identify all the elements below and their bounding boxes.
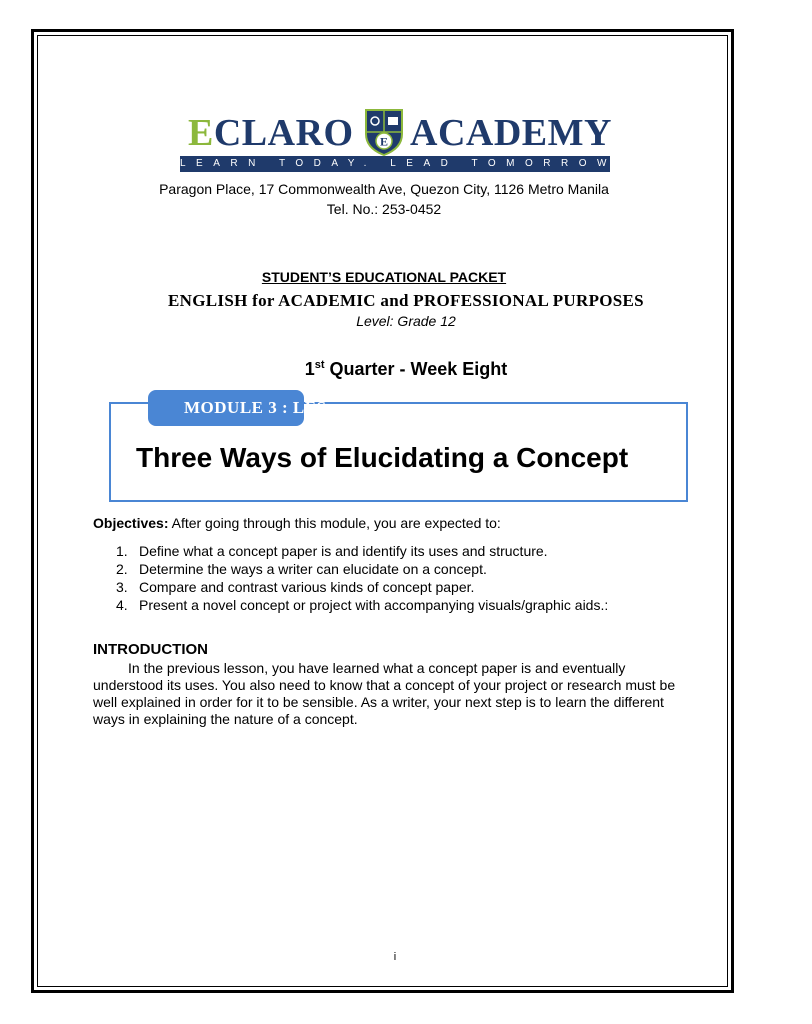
tagline-bar [180,156,630,172]
logo-name-left [188,112,354,154]
quarter-week: Quarter - Week Eight [324,359,508,379]
objective-item [116,542,608,560]
objective-item [116,596,608,614]
school-telephone: Tel. No.: 253-0452 [326,201,442,217]
logo-tagline: LEARN TODAY. LEAD TOMORROW. [180,158,630,169]
objective-number: 1. [116,543,128,559]
objectives-intro [93,514,501,532]
shield-letter: E [379,134,389,149]
quarter-number: 1 [304,359,315,379]
introduction-text: In the previous lesson, you have learned what a concept paper is and eventually understood its uses. You also need to know that a concept of your project or research must be well explained in order for it to be sensible. As a writer, your next step is to learn the different ways in explaining the nature of a concept. [93,660,676,727]
objective-text: Determine the ways a writer can elucidate on a concept. [139,561,487,577]
logo-initial: E [188,112,214,154]
objectives-text: After going through this module, you are expected to: [168,515,501,531]
shield-icon [364,108,404,156]
objective-number: 3. [116,579,128,595]
subject-title: ENGLISH for ACADEMIC and PROFESSIONAL PURPOSES [168,291,644,310]
introduction-heading: INTRODUCTION [93,641,208,658]
module-tab-label: MODULE 3 : LES [184,398,327,417]
school-logo [180,108,630,174]
objectives-label: Objectives: [93,515,169,531]
logo-name-right: ACADEMY [410,112,612,154]
objectives-list [116,542,608,614]
introduction-body [93,660,693,728]
objective-text: Compare and contrast various kinds of concept paper. [139,579,475,595]
module-title: Three Ways of Elucidating a Concept [136,442,629,473]
objective-number: 4. [116,597,128,613]
packet-title: STUDENT’S EDUCATIONAL PACKET [261,269,507,285]
objective-number: 2. [116,561,128,577]
quarter-heading [0,357,812,381]
quarter-suffix: st [314,359,325,371]
objective-item [116,560,608,578]
school-address: Paragon Place, 17 Commonwealth Ave, Quezon City, 1126 Metro Manila [159,181,609,197]
logo-name-rest: CLARO [213,112,354,154]
objective-text: Present a novel concept or project with accompanying visuals/graphic aids.: [139,597,609,613]
page-border-inner [37,35,728,987]
module-tab [148,390,327,426]
objective-item [116,578,608,596]
grade-level: Level: Grade 12 [356,313,456,329]
page-number: i [393,951,397,963]
objective-text: Define what a concept paper is and identify its uses and structure. [139,543,548,559]
